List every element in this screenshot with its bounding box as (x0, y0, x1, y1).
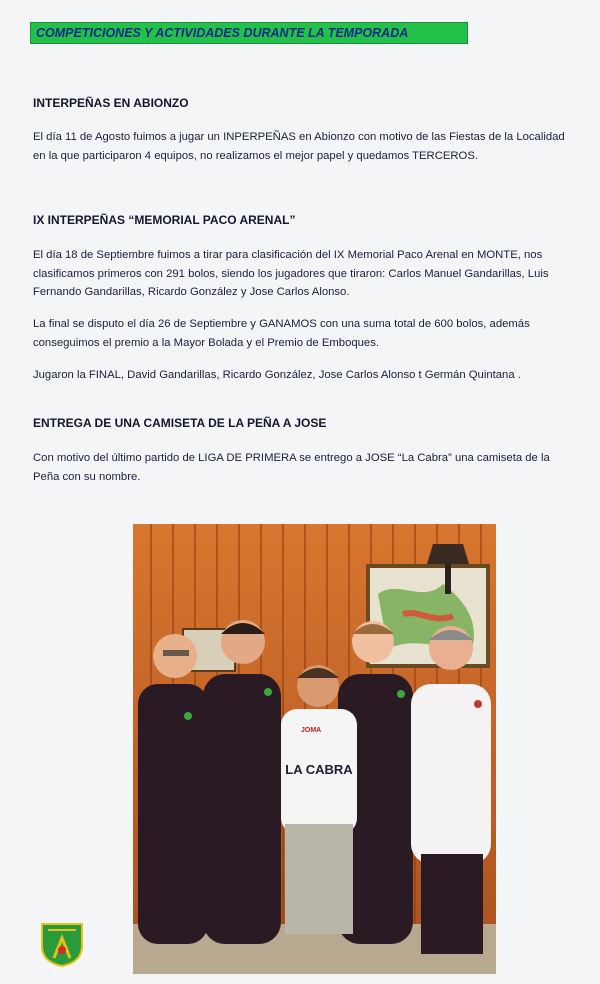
team-photo (133, 524, 496, 974)
shirt-la-cabra-text: LA CABRA (285, 762, 353, 777)
banner-title: COMPETICIONES Y ACTIVIDADES DURANTE LA TEMPORADA (36, 26, 409, 40)
team-photo-illustration (133, 524, 496, 974)
heading-memorial-paco-arenal: IX INTERPEÑAS “MEMORIAL PACO ARENAL” (33, 213, 296, 227)
heading-entrega-camiseta: ENTREGA DE UNA CAMISETA DE LA PEÑA A JOSE (33, 416, 327, 430)
paragraph-jugadores-final: Jugaron la FINAL, David Gandarillas, Ricardo González, Jose Carlos Alonso t Germán Quintana . (33, 369, 521, 381)
section-banner (30, 22, 468, 44)
shirt-sponsor-text: JOMA (301, 727, 322, 734)
paragraph-final: La final se disputo el día 26 de Septiembre y GANAMOS con una suma total de 600 bolos, además conseguimos el premio a la Mayor Bolada y el Premio de Emboques. (33, 318, 530, 349)
paragraph-abionzo: El día 11 de Agosto fuimos a jugar un INPERPEÑAS en Abionzo con motivo de las Fiestas de la Localidad en la que participaron 4 equipos, no realizamos el mejor papel y quedamos TERCEROS. (33, 131, 565, 162)
heading-interpenas-abionzo: INTERPEÑAS EN ABIONZO (33, 96, 189, 110)
club-crest-icon (40, 920, 84, 968)
paragraph-clasificacion: El día 18 de Septiembre fuimos a tirar para clasificación del IX Memorial Paco Arenal en MONTE, nos clasificamos primeros con 291 bolos, siendo los jugadores que tiraron: Carlos Manuel Gandarillas, Luis Fernando Gandarillas, Ricardo González y Jose Carlos Alonso. (33, 249, 549, 298)
paragraph-camiseta: Con motivo del último partido de LIGA DE PRIMERA se entrego a JOSE “La Cabra” una camiseta de la Peña con su nombre. (33, 452, 550, 483)
